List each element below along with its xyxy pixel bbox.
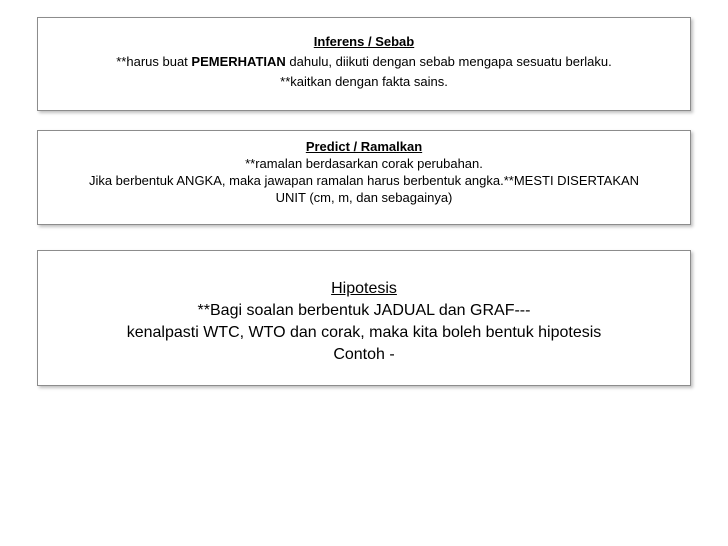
predict-title: Predict / Ramalkan: [305, 139, 423, 154]
predict-line-3: UNIT (cm, m, dan sebagainya): [275, 190, 453, 205]
hipotesis-line-1: **Bagi soalan berbentuk JADUAL dan GRAF---: [197, 302, 531, 319]
inferens-line-1-suffix: dahulu, diikuti dengan sebab mengapa sesuatu berlaku.: [285, 54, 612, 69]
hipotesis-title: Hipotesis: [331, 280, 397, 297]
inferens-line-1: [38, 52, 690, 72]
hipotesis-line-3: Contoh -: [333, 346, 395, 363]
predict-line-1: **ramalan berdasarkan corak perubahan.: [245, 156, 483, 171]
hipotesis-box: [37, 250, 691, 386]
inferens-line-1-prefix: **harus buat: [116, 54, 192, 69]
inferens-title: Inferens / Sebab: [313, 34, 415, 49]
predict-line-2: Jika berbentuk ANGKA, maka jawapan ramalan harus berbentuk angka.**MESTI DISERTAKAN: [88, 173, 640, 188]
inferens-line-2: **kaitkan dengan fakta sains.: [280, 74, 448, 89]
hipotesis-line-2: kenalpasti WTC, WTO dan corak, maka kita boleh bentuk hipotesis: [126, 324, 602, 341]
predict-box: [37, 130, 691, 225]
inferens-box: [37, 17, 691, 111]
inferens-line-1-bold: PEMERHATIAN: [191, 54, 286, 69]
